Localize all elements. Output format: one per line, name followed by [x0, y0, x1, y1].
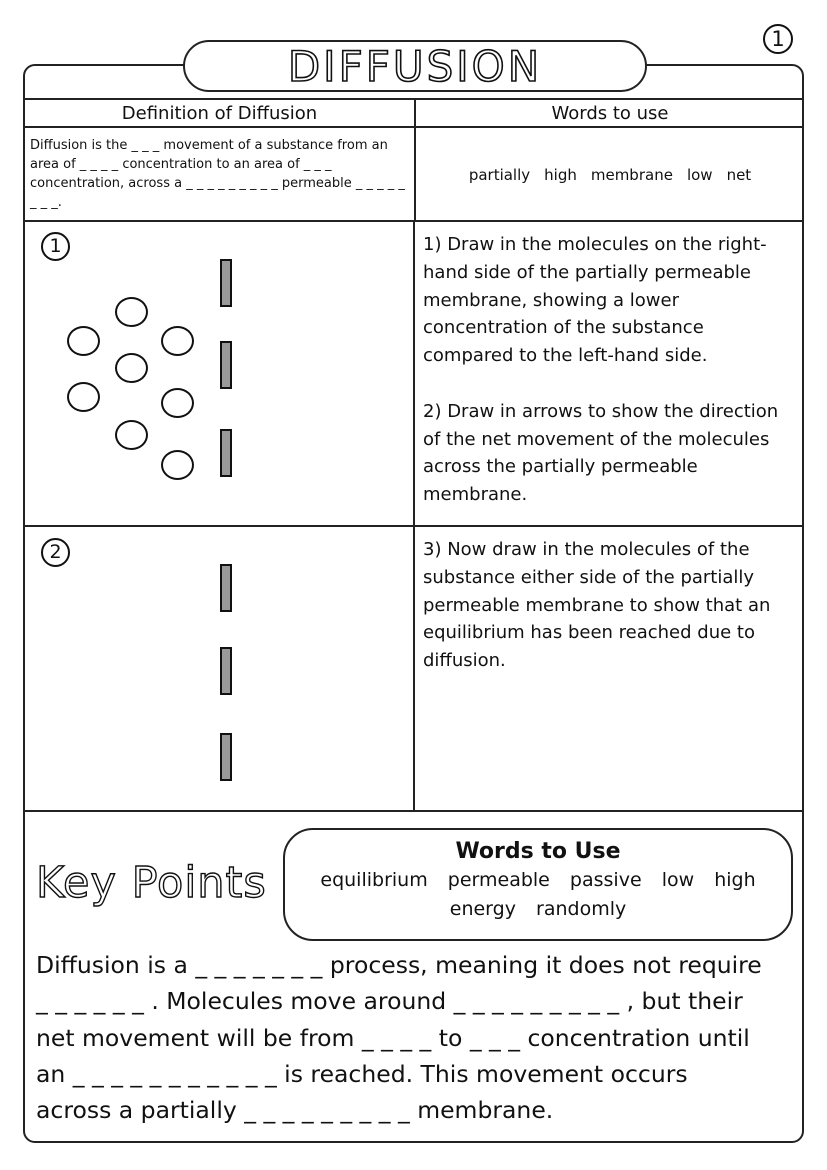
- molecule: [67, 326, 100, 356]
- molecule: [161, 326, 194, 356]
- key-word: randomly: [536, 898, 627, 920]
- section2-number: 2: [41, 538, 70, 567]
- paragraph-line: net movement will be from _ _ _ _ to _ _ _ concentration until: [36, 1023, 750, 1052]
- key-words-box: [283, 828, 793, 941]
- key-word: equilibrium: [320, 869, 428, 891]
- instruction-3: 3) Now draw in the molecules of the substance either side of the partially permeable membrane to show that an equilibrium has been reached due to diffusion.: [423, 539, 771, 672]
- molecule: [67, 382, 100, 412]
- section-divider: [413, 220, 415, 811]
- key-points-paragraph: [36, 947, 801, 1128]
- word-item: partially: [468, 165, 531, 184]
- section1-number: 1: [41, 232, 70, 261]
- molecule: [115, 297, 148, 327]
- word-item: low: [686, 165, 713, 184]
- molecule: [115, 353, 148, 383]
- membrane-segment: [220, 564, 232, 612]
- page-number: 1: [763, 24, 793, 54]
- table-divider: [414, 98, 416, 221]
- definition-text: Diffusion is the _ _ _ movement of a substance from an area of _ _ _ _ concentration to an area of _ _ _ concentration, across a _ _ _ _ _ _ _ _ _ permeable _ _ _ _ _ _ _ _.: [30, 138, 405, 210]
- molecule: [115, 420, 148, 450]
- key-word: low: [661, 869, 695, 891]
- word-item: high: [544, 165, 577, 184]
- paragraph-line: Diffusion is a _ _ _ _ _ _ _ process, meaning it does not require: [36, 951, 762, 979]
- molecule: [161, 450, 194, 480]
- key-word: high: [714, 869, 756, 891]
- instruction-1: 1) Draw in the molecules on the right-hand side of the partially permeable membrane, showing a lower concentration of the substance compared to the left-hand side.: [423, 234, 767, 367]
- membrane-segment: [220, 647, 232, 695]
- key-word: permeable: [447, 869, 550, 891]
- membrane-segment: [220, 733, 232, 781]
- key-words-list: [285, 866, 791, 924]
- membrane-segment: [220, 429, 232, 477]
- key-points-title: Key Points: [36, 858, 267, 908]
- title-banner: [183, 40, 647, 92]
- words-header: Words to use: [551, 103, 669, 124]
- words-to-use-list: [416, 128, 804, 221]
- section2-instructions: [423, 536, 793, 675]
- key-word: energy: [449, 898, 516, 920]
- membrane-segment: [220, 341, 232, 389]
- page-title: DIFFUSION: [287, 41, 543, 91]
- definition-header: Definition of Diffusion: [121, 103, 318, 124]
- key-word: passive: [569, 869, 642, 891]
- paragraph-line: an _ _ _ _ _ _ _ _ _ _ _ is reached. This movement occurs: [36, 1059, 688, 1088]
- paragraph-line: _ _ _ _ _ _ . Molecules move around _ _ _ _ _ _ _ _ _ , but their: [36, 987, 743, 1016]
- molecule: [161, 388, 194, 418]
- section1-instructions: [423, 231, 793, 509]
- key-words-title: Words to Use: [455, 839, 621, 864]
- word-item: net: [726, 165, 752, 184]
- membrane-segment: [220, 259, 232, 307]
- paragraph-line: across a partially _ _ _ _ _ _ _ _ _ membrane.: [36, 1096, 554, 1125]
- word-item: membrane: [590, 165, 673, 184]
- instruction-2: 2) Draw in arrows to show the direction of the net movement of the molecules across the partially permeable membrane.: [423, 400, 779, 506]
